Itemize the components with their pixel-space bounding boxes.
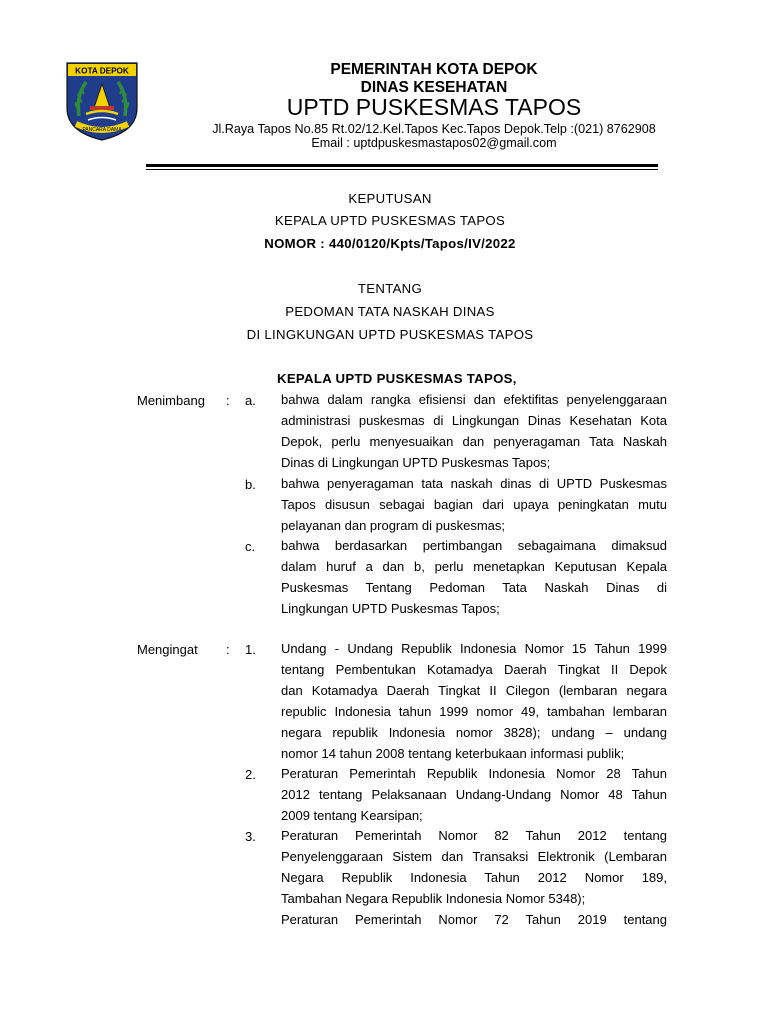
list-item: bahwa berdasarkan pertimbangan sebagaimana dimaksud dalam huruf a dan b, perlu menetapkan Keputusan Kepala Puskesmas Tentang Pedoman Tata Naskah Dinas di Lingkungan UPTD Puskesmas Tapos; <box>281 538 667 616</box>
list-item: bahwa dalam rangka efisiensi dan efektifitas penyelenggaraan administrasi puskesmas di Lingkungan Dinas Kesehatan Kota Depok, perlu menyesuaikan dan penyeragaman Tata Naskah Dinas di Lingkungan UPTD Puskesmas Tapos; <box>281 392 667 470</box>
letterhead-rule-thin <box>146 169 658 170</box>
menimbang-colon: : <box>226 393 230 408</box>
item-marker: b. <box>245 477 256 492</box>
decree-subject-line1: PEDOMAN TATA NASKAH DINAS <box>285 304 495 319</box>
menimbang-label: Menimbang <box>137 393 205 408</box>
list-item: bahwa penyeragaman tata naskah dinas di UPTD Puskesmas Tapos disusun sebagai bagian dari upaya peningkatan mutu pelayanan dan program di puskesmas; <box>281 476 667 533</box>
tentang-heading: TENTANG <box>357 281 423 296</box>
government-name: PEMERINTAH KOTA DEPOK <box>330 61 538 78</box>
mengingat-colon: : <box>226 642 230 657</box>
list-item: Peraturan Pemerintah Nomor 82 Tahun 2012 tentang Penyelenggaraan Sistem dan Transaksi Elektronik (Lembaran Negara Republik Indonesia Tahun 2012 Nomor 189, Tambahan Negara Republik Indonesia Nomor 5348); <box>281 828 667 906</box>
item-marker: 1. <box>245 642 256 657</box>
svg-text:PANCARA DAMA: PANCARA DAMA <box>82 127 122 133</box>
item-marker: c. <box>245 539 256 554</box>
decree-issuer: KEPALA UPTD PUSKESMAS TAPOS <box>274 213 506 228</box>
decree-subject-line2: DI LINGKUNGAN UPTD PUSKESMAS TAPOS <box>246 327 534 342</box>
item-marker: 2. <box>245 767 256 782</box>
decree-number: NOMOR : 440/0120/Kpts/Tapos/IV/2022 <box>264 236 516 251</box>
letterhead-rule-thick <box>146 164 658 167</box>
item-marker: a. <box>245 393 256 408</box>
list-item: Peraturan Pemerintah Nomor 72 Tahun 2019 tentang <box>281 912 667 927</box>
address-line: Jl.Raya Tapos No.85 Rt.02/12.Kel.Tapos Kec.Tapos Depok.Telp :(021) 8762908 <box>212 122 656 136</box>
institution-name: UPTD PUSKESMAS TAPOS <box>286 94 582 120</box>
decree-heading: KEPUTUSAN <box>348 191 432 206</box>
list-item: Undang - Undang Republik Indonesia Nomor 15 Tahun 1999 tentang Pembentukan Kotamadya Daerah Tingkat II Depok dan Kotamadya Daerah Tingkat II Cilegon (lembaran negara republic Indonesia tahun 1999 nomor 49, tambahan lembaran negara republik Indonesia nomor 3828); undang – undang nomor 14 tahun 2008 tentang keterbukaan informasi publik; <box>281 641 667 761</box>
item-marker: 3. <box>245 829 256 844</box>
kota-depok-logo <box>64 60 140 142</box>
department-name: DINAS KESEHATAN <box>360 79 508 96</box>
list-item: Peraturan Pemerintah Republik Indonesia Nomor 28 Tahun 2012 tentang Pelaksanaan Undang-Undang Nomor 48 Tahun 2009 tentang Kearsipan; <box>281 766 667 823</box>
svg-text:KOTA DEPOK: KOTA DEPOK <box>75 66 129 76</box>
email-line: Email : uptdpuskesmastapos02@gmail.com <box>311 136 557 150</box>
authority-line: KEPALA UPTD PUSKESMAS TAPOS, <box>277 371 517 386</box>
mengingat-label: Mengingat <box>137 642 198 657</box>
